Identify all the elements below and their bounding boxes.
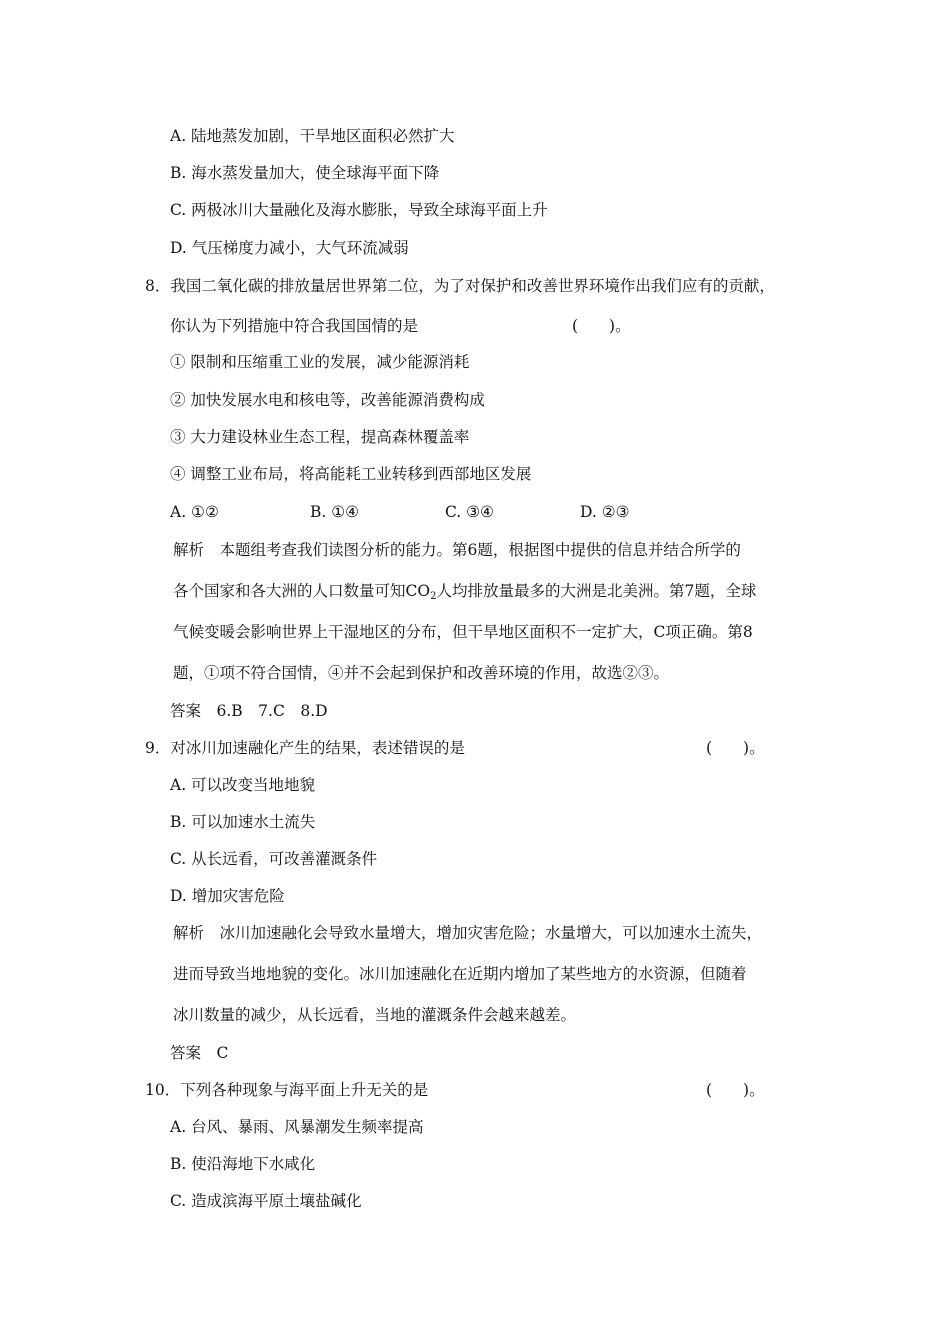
analysis-678-line1: 解析 本题组考查我们读图分析的能力。第6题，根据图中提供的信息并结合所学的	[173, 541, 741, 559]
q7-option-c: C. 两极冰川大量融化及海水膨胀，导致全球海平面上升	[170, 201, 548, 219]
analysis-678-line2-b: 人均排放量最多的大洲是北美洲。第7题，全球	[436, 582, 757, 600]
q10-stem-text: 下列各种现象与海平面上升无关的是	[180, 1081, 429, 1099]
q10-option-c: C. 造成滨海平原土壤盐碱化	[170, 1192, 362, 1210]
analysis-678-line3: 气候变暖会影响世界上干湿地区的分布，但干旱地区面积不一定扩大，C项正确。第8	[173, 623, 753, 641]
q8-item-3: ③ 大力建设林业生态工程，提高森林覆盖率	[170, 428, 470, 446]
q10-answer-paren: ( )。	[706, 1081, 765, 1099]
q10-number: 10．	[145, 1081, 181, 1099]
q8-stem-text1: 我国二氧化碳的排放量居世界第二位，为了对保护和改善世界环境作出我们应有的贡献，	[170, 277, 775, 295]
q9-answer-paren: ( )。	[706, 739, 765, 757]
q9-stem-text: 对冰川加速融化产生的结果，表述错误的是	[170, 739, 465, 757]
q8-option-b: B. ①④	[310, 503, 360, 521]
q8-item-2: ② 加快发展水电和核电等，改善能源消费构成	[170, 391, 485, 409]
q7-option-a: A. 陆地蒸发加剧，干旱地区面积必然扩大	[170, 127, 455, 145]
q8-answer-paren: ( )。	[572, 317, 631, 335]
q8-option-d: D. ②③	[580, 503, 630, 521]
q9-analysis-line3: 冰川数量的减少，从长远看，当地的灌溉条件会越来越差。	[173, 1006, 577, 1024]
q10-option-b: B. 使沿海地下水咸化	[170, 1155, 316, 1173]
q8-option-c: C. ③④	[445, 503, 494, 521]
q8-option-a: A. ①②	[170, 503, 219, 521]
q9-option-d: D. 增加灾害危险	[170, 887, 285, 905]
answer-678: 答案 6.B 7.C 8.D	[170, 702, 328, 720]
co2-subscript: 2	[430, 591, 437, 602]
q8-item-1: ① 限制和压缩重工业的发展，减少能源消耗	[170, 353, 470, 371]
q8-number: 8．	[145, 277, 171, 295]
q9-stem	[145, 738, 465, 758]
q10-stem	[145, 1080, 428, 1100]
q9-answer: 答案 C	[170, 1044, 229, 1062]
q9-analysis-line2: 进而导致当地地貌的变化。冰川加速融化在近期内增加了某些地方的水资源，但随着	[173, 965, 747, 983]
analysis-678-line2-a: 各个国家和各大洲的人口数量可知CO	[173, 582, 431, 600]
q9-option-c: C. 从长远看，可改善灌溉条件	[170, 850, 378, 868]
q9-analysis-line1: 解析 冰川加速融化会导致水量增大，增加灾害危险；水量增大，可以加速水土流失，	[173, 924, 763, 942]
analysis-678-line2	[173, 581, 756, 607]
q8-stem-text2: 你认为下列措施中符合我国国情的是	[170, 317, 419, 335]
q8-stem-line1	[145, 276, 775, 296]
q7-option-d: D. 气压梯度力减小，大气环流减弱	[170, 239, 409, 257]
q10-option-a: A. 台风、暴雨、风暴潮发生频率提高	[170, 1118, 424, 1136]
q8-stem-line2	[170, 316, 418, 336]
analysis-678-line4: 题，①项不符合国情，④并不会起到保护和改善环境的作用，故选②③。	[173, 664, 670, 682]
q9-number: 9．	[145, 739, 171, 757]
q7-option-b: B. 海水蒸发量加大，使全球海平面下降	[170, 164, 440, 182]
q8-item-4: ④ 调整工业布局，将高能耗工业转移到西部地区发展	[170, 465, 532, 483]
q9-option-a: A. 可以改变当地地貌	[170, 776, 316, 794]
q9-option-b: B. 可以加速水土流失	[170, 813, 316, 831]
